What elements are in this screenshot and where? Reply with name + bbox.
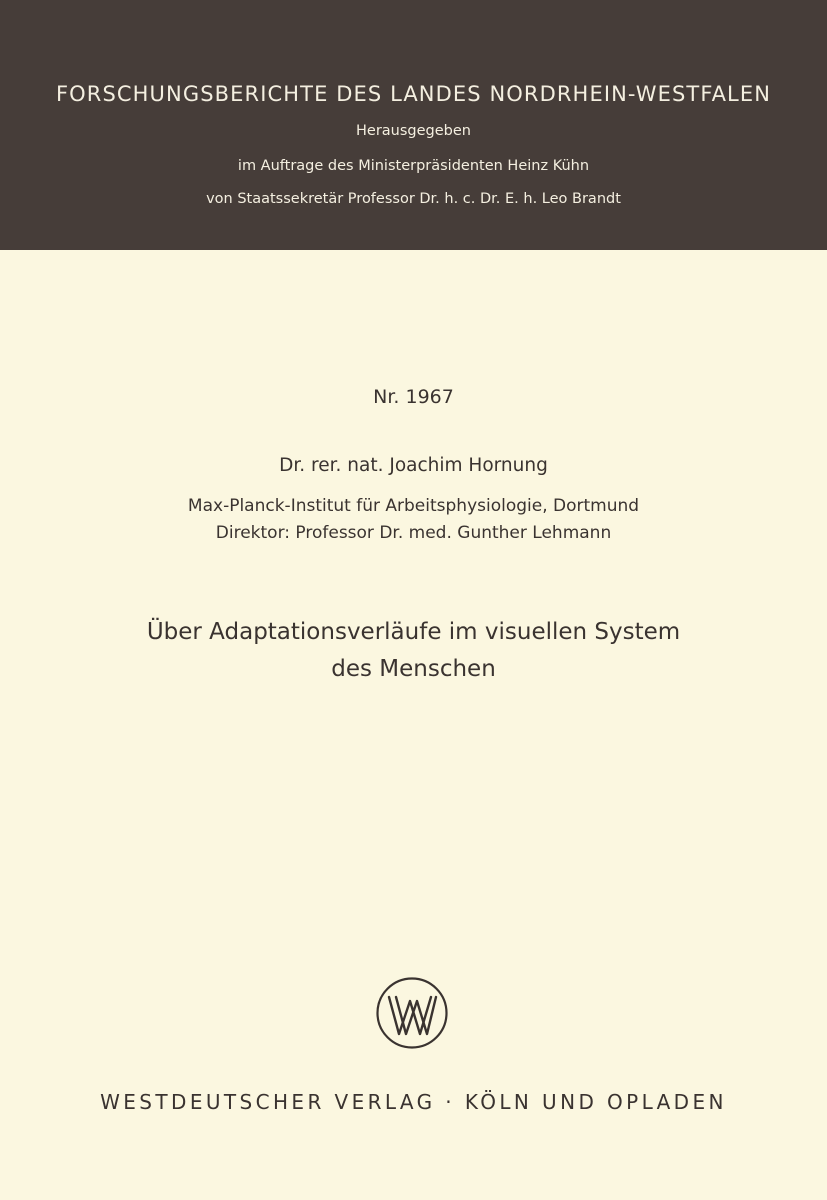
document-title-line-1: Über Adaptationsverläufe im visuellen System [146,619,681,645]
header-band [0,0,827,250]
series-title: FORSCHUNGSBERICHTE DES LANDES NORDRHEIN-WESTFALEN [55,82,772,106]
author-name: Dr. rer. nat. Joachim Hornung [279,455,548,476]
editor-label: Herausgegeben [356,123,471,139]
publisher-logo-icon [375,976,449,1050]
institute-name: Max-Planck-Institut für Arbeitsphysiologie, Dortmund [187,496,640,516]
commission-line: im Auftrage des Ministerpräsidenten Heinz Kühn [237,158,590,174]
document-title-line-2: des Menschen [331,656,496,682]
publisher-imprint: WESTDEUTSCHER VERLAG · KÖLN UND OPLADEN [100,1090,727,1114]
editor-name-line: von Staatssekretär Professor Dr. h. c. Dr. E. h. Leo Brandt [206,191,621,207]
institute-director: Direktor: Professor Dr. med. Gunther Lehmann [215,523,612,543]
report-number: Nr. 1967 [373,386,454,408]
